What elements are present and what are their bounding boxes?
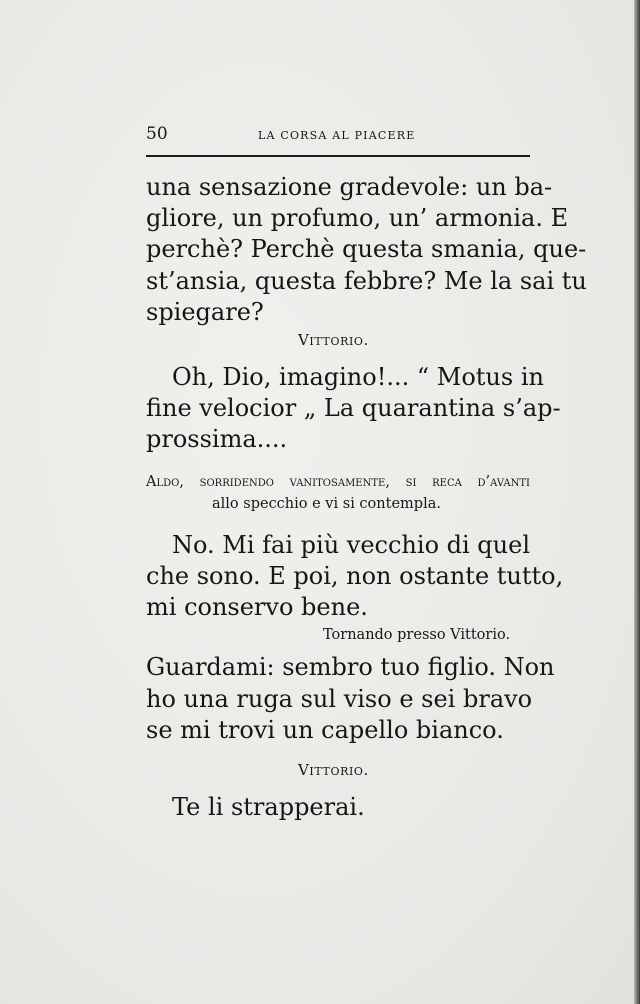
running-title: LA CORSA AL PIACERE — [258, 129, 416, 142]
text-line: st’ansia, questa febbre? Me la sai tu — [146, 267, 587, 295]
page-edge-shadow — [634, 0, 640, 1004]
text-line: ho una ruga sul viso e sei bravo — [146, 685, 533, 713]
page-number: 50 — [146, 124, 168, 144]
header-rule — [146, 155, 530, 157]
text-line: fine velocior „ La quarantina s’ap- — [146, 394, 561, 422]
speaker-name — [298, 760, 369, 780]
text-line: prossima.... — [146, 425, 288, 453]
speaker-name — [298, 330, 369, 350]
text-line: mi conservo bene. — [146, 593, 368, 621]
text-line: No. Mi fai più vecchio di quel — [172, 531, 531, 559]
text-line: se mi trovi un capello bianco. — [146, 716, 504, 744]
speaker-text: Vittorio. — [298, 331, 369, 349]
text-line: Oh, Dio, imagino!... “ Motus in — [172, 363, 544, 391]
stage-direction: Tornando presso Vittorio. — [323, 627, 511, 643]
text-line: che sono. E poi, non ostante tutto, — [146, 562, 564, 590]
text-line: una sensazione gradevole: un ba- — [146, 173, 553, 201]
text-line: gliore, un profumo, un’ armonia. E — [146, 204, 569, 232]
page-header — [146, 124, 528, 148]
text-line: Guardami: sembro tuo figlio. Non — [146, 653, 555, 681]
text-line: perchè? Perchè questa smania, que- — [146, 235, 587, 263]
text-line: Te li strapperai. — [172, 793, 365, 821]
stage-direction: allo specchio e vi si contempla. — [212, 496, 441, 512]
text-line: spiegare? — [146, 298, 264, 326]
stage-direction: Aldo, sorridendo vanitosamente, si reca d’avanti — [146, 474, 530, 490]
speaker-text: Vittorio. — [298, 761, 369, 779]
